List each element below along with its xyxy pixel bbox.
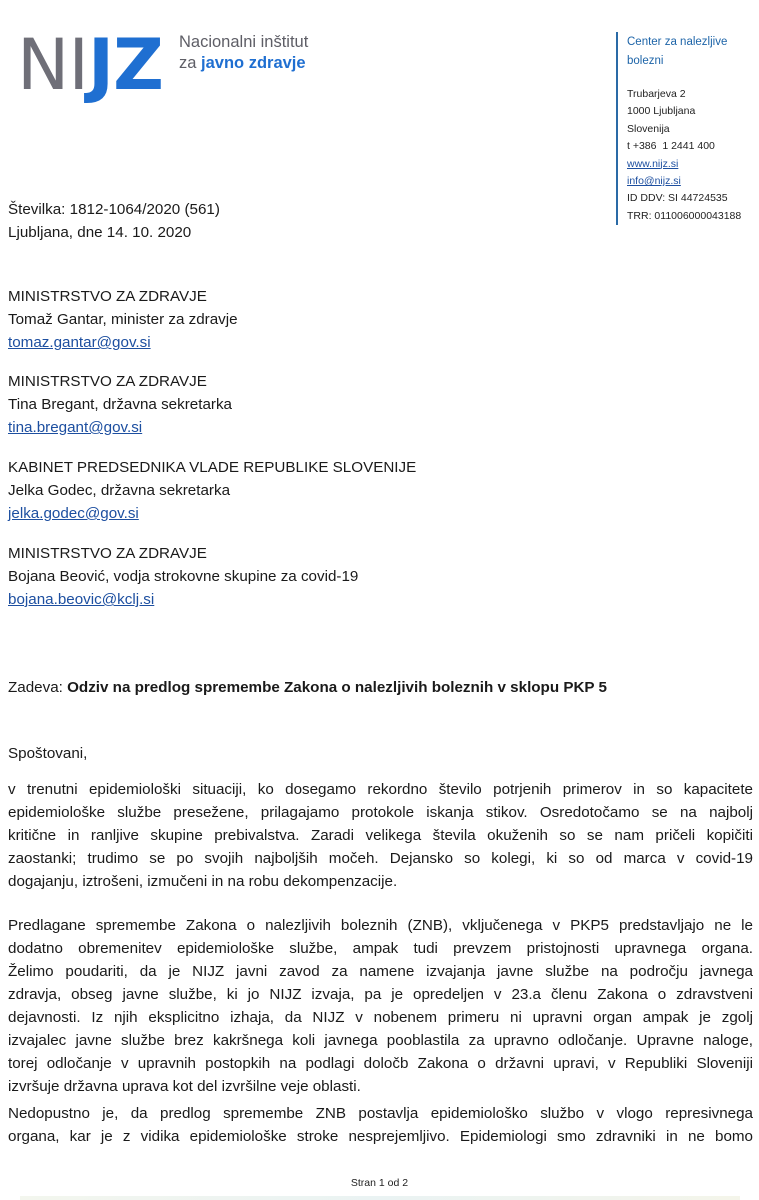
recipient — [8, 285, 753, 354]
paragraph-line: epidemiološke službe presežene, prilagajamo protokole iskanja stikov. Osredotočamo se na najbolj — [8, 804, 753, 821]
sender-phone: t +386 1 2441 400 — [627, 140, 715, 153]
recipient-email-link[interactable]: bojana.beovic@kclj.si — [8, 591, 155, 608]
paragraph-line: Nedopustno je, da predlog spremembe ZNB postavlja epidemiološko službo v vlogo represivnega — [8, 1105, 753, 1122]
paragraph-line: organa, kar je z vidika epidemiološke stroke nesprejemljivo. Epidemiologi smo zdravniki in ne bomo — [8, 1128, 753, 1145]
recipient-person: Tina Bregant, državna sekretarka — [8, 396, 232, 413]
logo-text-prefix: za — [179, 54, 202, 72]
recipient-email-link[interactable]: tomaz.gantar@gov.si — [8, 334, 151, 351]
sender-street: Trubarjeva 2 — [627, 88, 686, 100]
body-paragraph-1 — [8, 778, 753, 893]
paragraph-line: dodatno obremenitev epidemiološke službe, ampak tudi prevzem pristojnosti upravnega organa. — [8, 940, 753, 957]
reference-block — [8, 198, 753, 244]
logo-text-bold: javno zdravje — [201, 54, 306, 72]
paragraph-line: dogajanju, iztrošeni, izmučeni in na robu dekompenzacije. — [8, 873, 398, 890]
paragraph-line: dejavnosti. Iz njih eksplicitno izhaja, da NIJZ v nobenem primeru ni upravni organ ampak je zgolj — [8, 1009, 753, 1026]
paragraph-line: izvršuje državna uprava kot del izvršilne veje oblasti. — [8, 1078, 361, 1095]
place-date: Ljubljana, dne 14. 10. 2020 — [8, 224, 192, 241]
recipient — [8, 370, 753, 439]
logo-mark-z: Z — [113, 24, 163, 106]
paragraph-line: torej odločanje v upravnih postopkih na podlagi določb Zakona o državni upravi, v Republiki Sloveniji — [8, 1055, 753, 1072]
recipient-email-link[interactable]: jelka.godec@gov.si — [8, 505, 139, 522]
recipient-person: Jelka Godec, državna sekretarka — [8, 482, 231, 499]
paragraph-line: v trenutni epidemiološki situaciji, ko dosegamo rekordno število potrjenih primerov in so kapacitete — [8, 781, 753, 798]
paragraph-line: zdravja, obseg javne službe, ki jo NIJZ izvaja, pa je opredeljen v 23.a členu Zakona o zdravstveni — [8, 986, 753, 1003]
page-number: Stran 1 od 2 — [350, 1177, 409, 1189]
logo-text-line1: Nacionalni inštitut — [179, 33, 309, 51]
logo-mark-ni: NI — [17, 24, 89, 106]
sender-city: 1000 Ljubljana — [627, 105, 696, 118]
logo-text-line2 — [179, 53, 308, 74]
recipient — [8, 542, 753, 611]
recipient-org: MINISTRSTVO ZA ZDRAVJE — [8, 545, 207, 562]
paragraph-line: zaostanki; trudimo se po svojih najboljših močeh. Dejansko so kolegi, ki so od marca v covid-19 — [8, 850, 753, 867]
sender-bank-account: TRR: 011006000043188 — [627, 209, 742, 222]
subject-text: Odziv na predlog spremembe Zakona o nalezljivih boleznih v sklopu PKP 5 — [67, 679, 607, 696]
paragraph-line: Želimo poudariti, da je NIJZ javni zavod za namene izvajanja javne službe na področju javnega — [8, 963, 753, 980]
paragraph-line: kritične in ranljive skupine prebivalstva. Zaradi velikega števila okuženih so se nam pričeli kopičiti — [8, 827, 753, 844]
sender-vat-id: ID DDV: SI 44724535 — [627, 192, 728, 205]
sender-info-block — [616, 32, 759, 225]
recipient-person: Bojana Beović, vodja strokovne skupine za covid-19 — [8, 568, 359, 585]
recipient-org: KABINET PREDSEDNIKA VLADE REPUBLIKE SLOVENIJE — [8, 459, 417, 476]
sender-email-link[interactable]: info@nijz.si — [627, 175, 681, 188]
nijz-logo — [17, 24, 327, 110]
salutation-text: Spoštovani, — [8, 745, 88, 762]
body-paragraph-3 — [8, 1102, 753, 1148]
sender-unit-line1: Center za nalezljive — [627, 36, 728, 48]
logo-text — [179, 32, 308, 74]
paragraph-line: izvajalec javne službe brez kakršnega koli javnega pooblastila za upravno odločanje. Upravne naloge, — [8, 1032, 753, 1049]
sender-country: Slovenija — [627, 122, 670, 135]
sender-unit-line2: bolezni — [627, 55, 664, 67]
scan-edge — [20, 1196, 740, 1200]
recipient — [8, 456, 753, 525]
subject-line — [8, 676, 753, 699]
subject-label: Zadeva: — [8, 679, 68, 696]
logo-mark-j: J — [88, 24, 114, 106]
sender-website-link[interactable]: www.nijz.si — [627, 157, 679, 170]
body-paragraph-2 — [8, 914, 753, 1098]
recipient-org: MINISTRSTVO ZA ZDRAVJE — [8, 373, 207, 390]
recipient-person: Tomaž Gantar, minister za zdravje — [8, 311, 238, 328]
logo-mark — [17, 24, 163, 106]
salutation — [8, 742, 753, 765]
reference-number: Številka: 1812-1064/2020 (561) — [8, 201, 220, 218]
recipient-org: MINISTRSTVO ZA ZDRAVJE — [8, 288, 207, 305]
recipient-email-link[interactable]: tina.bregant@gov.si — [8, 419, 143, 436]
paragraph-line: Predlagane spremembe Zakona o nalezljivih boleznih (ZNB), vključenega v PKP5 predstavljajo ne le — [8, 917, 753, 934]
